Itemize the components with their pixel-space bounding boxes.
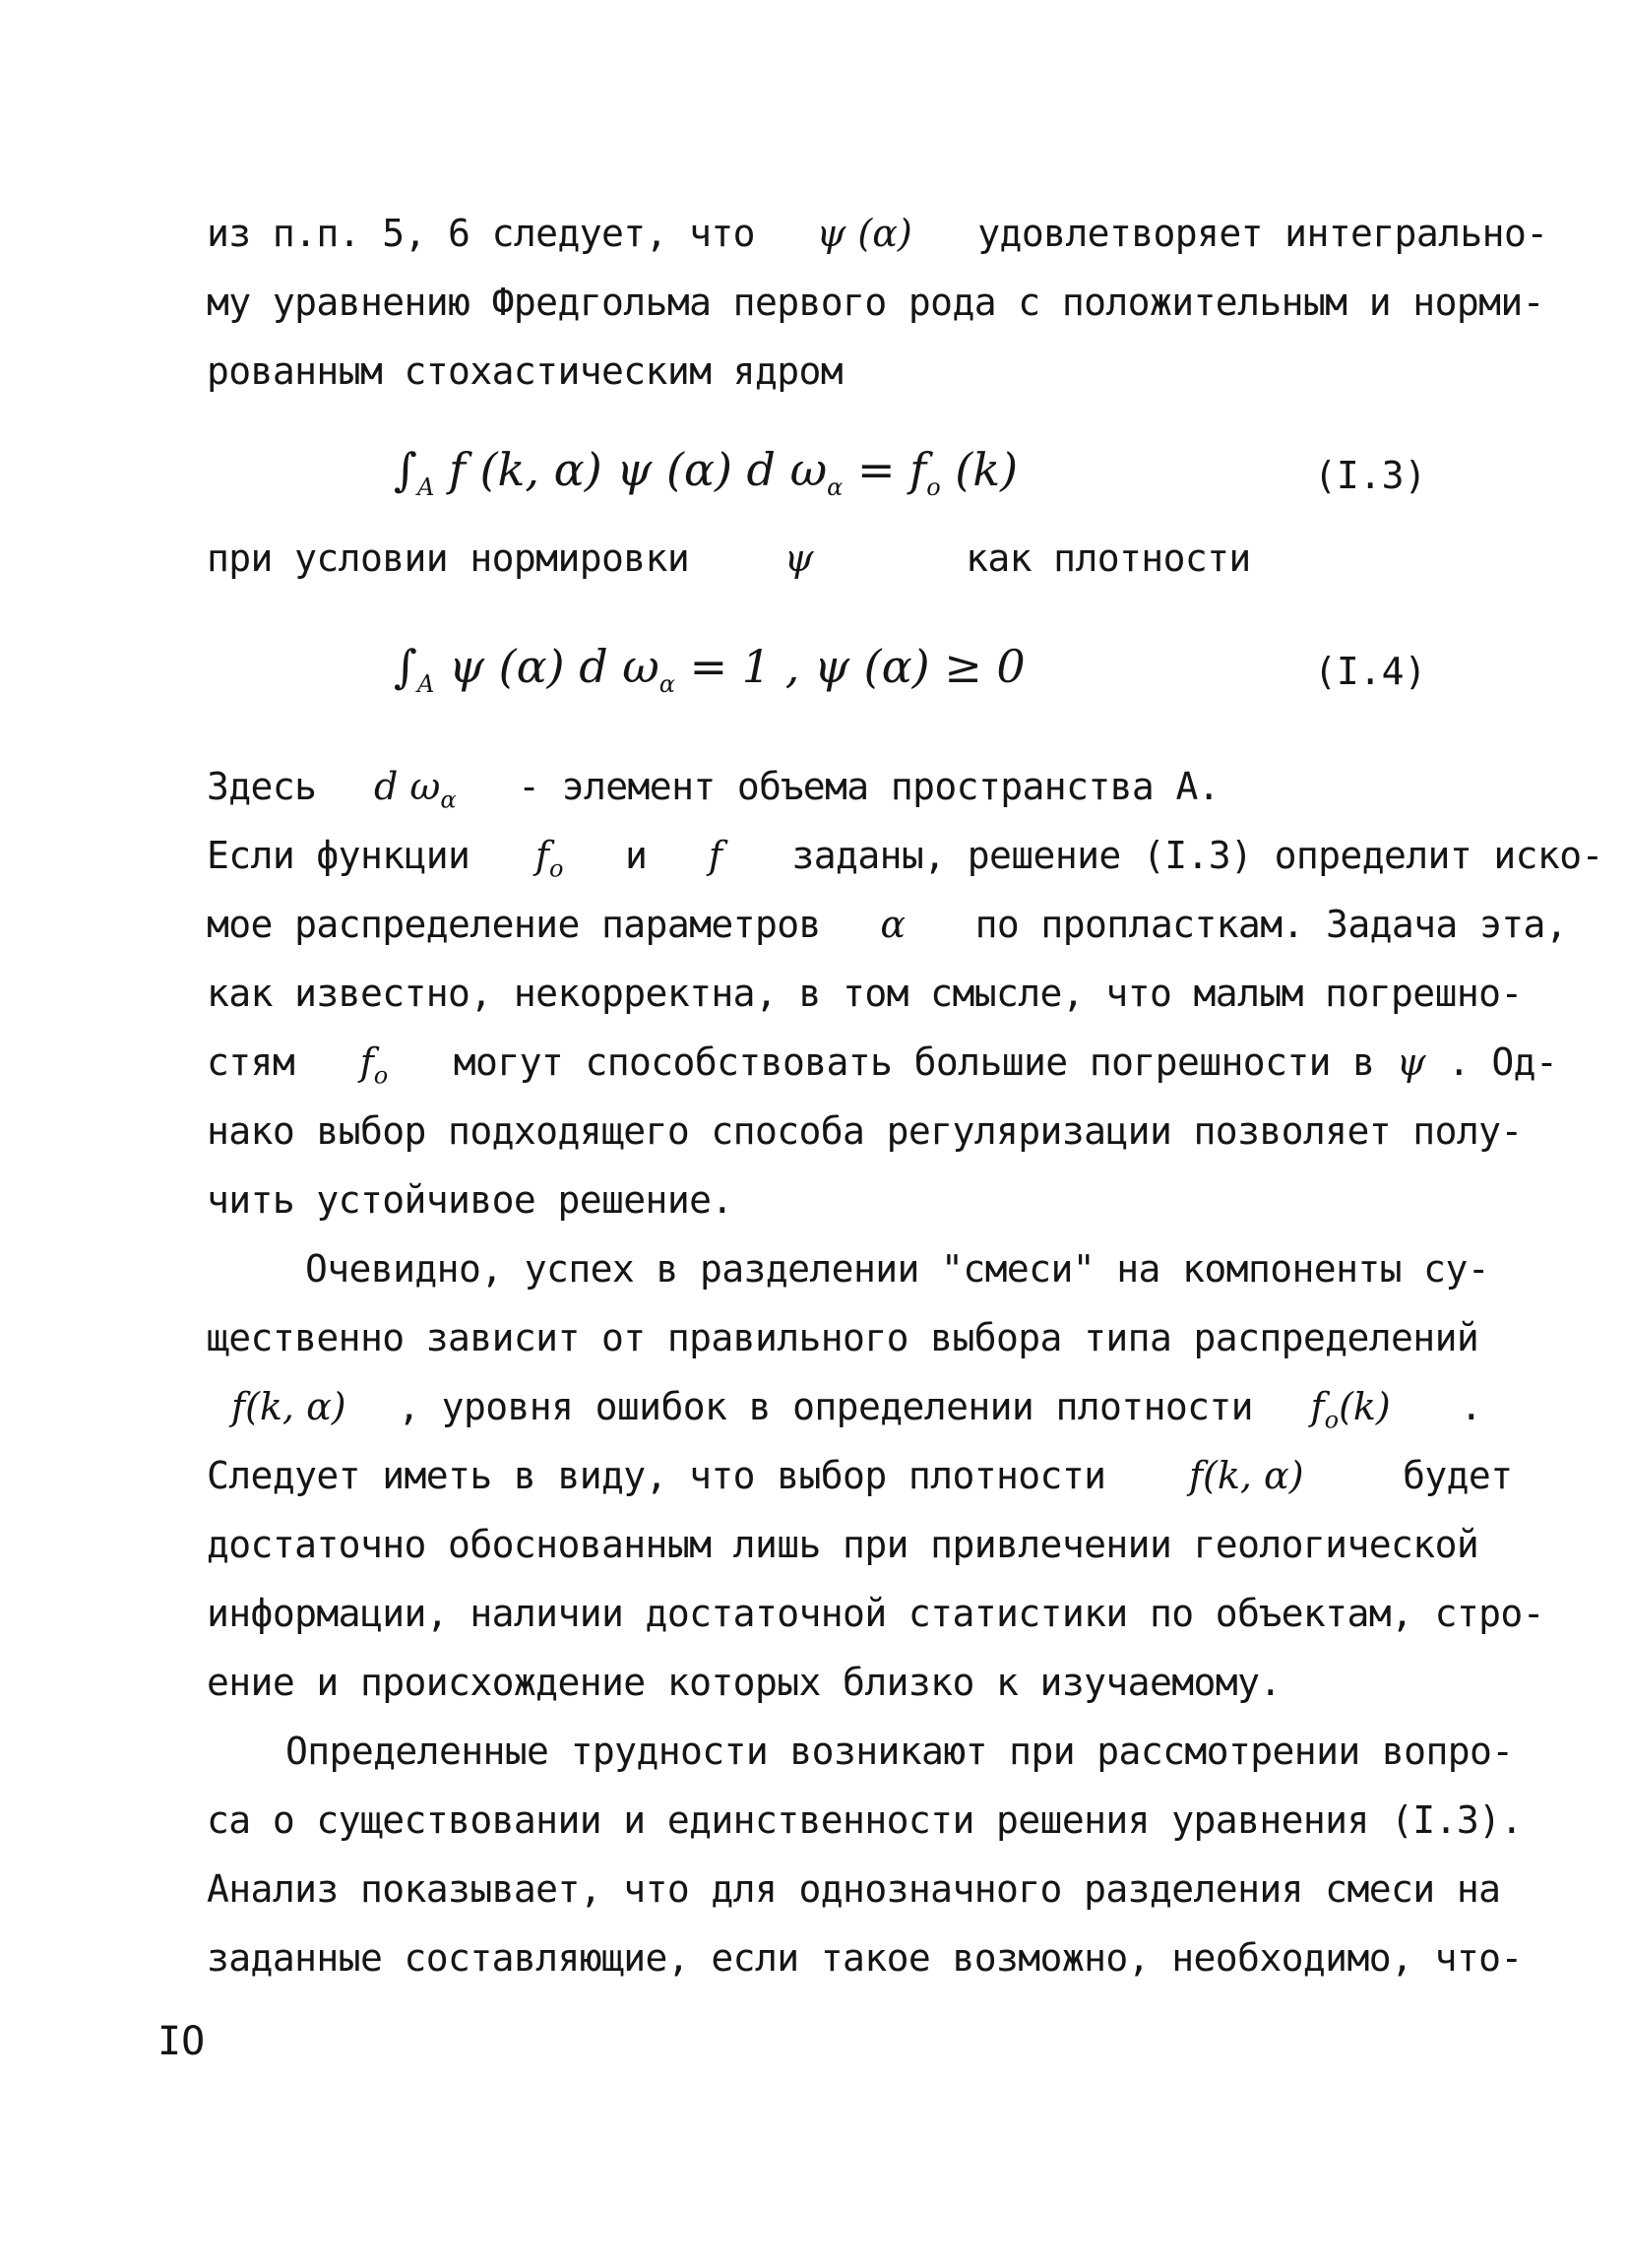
math-psi-alpha: ψ (α) <box>816 212 912 255</box>
equation-number: (I.4) <box>1314 650 1427 693</box>
formula-part: = f <box>856 443 927 496</box>
integral-subscript: A <box>416 473 435 502</box>
text-run: и <box>625 834 648 877</box>
math-f-k-alpha: f(k, α) <box>1188 1454 1304 1497</box>
math-k: (k) <box>1339 1385 1391 1428</box>
math-subscript: o <box>1324 1406 1340 1434</box>
text-line <box>207 763 1447 824</box>
math-f: f <box>708 834 722 877</box>
text-line <box>207 210 1548 257</box>
text-run: заданы, решение (I.3) определит иско- <box>791 834 1603 877</box>
text-run: по пропласткам. Задача эта, <box>974 903 1568 946</box>
text-run: , уровня ошибок в определении плотности <box>398 1385 1253 1428</box>
text-run: Если функции <box>207 834 470 877</box>
formula-subscript: o <box>926 473 941 502</box>
text-line: как известно, некорректна, в том смысле, что малым погрешно- <box>207 972 1523 1015</box>
formula-part: (k) <box>940 443 1019 496</box>
math-psi: ψ <box>783 536 814 580</box>
text-run: . Од- <box>1447 1040 1558 1084</box>
text-line: са о существовании и единственности решения уравнения (I.3). <box>207 1798 1523 1842</box>
text-line: нако выбор подходящего способа регуляризации позволяет полу- <box>207 1109 1523 1153</box>
math-f0: f <box>359 1040 374 1084</box>
formula-subscript: α <box>658 670 676 699</box>
text-run: стям <box>207 1040 295 1084</box>
equation-1-3 <box>394 440 1018 517</box>
integral-sign: ∫ <box>394 640 417 693</box>
formula-part: ψ (α) d ω <box>448 640 659 693</box>
math-alpha: α <box>880 903 907 946</box>
text-run: удовлетворяет интегрально- <box>977 212 1548 255</box>
text-line: щественно зависит от правильного выбора типа распределений <box>207 1316 1479 1359</box>
equation-1-4 <box>394 637 1026 714</box>
text-run: мое распределение параметров <box>207 903 821 946</box>
text-line: заданные составляющие, если такое возможно, необходимо, что- <box>207 1936 1523 1980</box>
text-line: чить устойчивое решение. <box>207 1178 733 1222</box>
math-f0: f <box>534 834 549 877</box>
text-run: из п.п. 5, 6 следует, что <box>207 212 755 255</box>
text-line: Очевидно, успех в разделении "смеси" на компоненты су- <box>305 1247 1490 1291</box>
text-line: достаточно обоснованным лишь при привлечении геологической <box>207 1523 1479 1566</box>
text-run: Следует иметь в виду, что выбор плотности <box>207 1454 1106 1497</box>
text-line <box>207 832 1603 893</box>
math-d-omega: d ω <box>373 765 441 808</box>
text-line <box>207 1039 1558 1100</box>
page-number: IO <box>157 2019 206 2064</box>
text-run: как плотности <box>966 536 1251 580</box>
math-psi: ψ <box>1396 1040 1426 1084</box>
text-run: . <box>1460 1385 1482 1428</box>
text-line: Определенные трудности возникают при рассмотрении вопро- <box>285 1730 1514 1773</box>
text-run: Здесь <box>207 765 317 808</box>
text-line: му уравнению Фредгольма первого рода с положительным и норми- <box>207 281 1544 324</box>
integral-sign: ∫ <box>394 443 417 496</box>
math-f0: f <box>1310 1385 1325 1428</box>
text-line: рованным стохастическим ядром <box>207 349 844 393</box>
text-line: Анализ показывает, что для однозначного разделения смеси на <box>207 1867 1501 1911</box>
integral-subscript: A <box>416 670 435 699</box>
math-subscript: o <box>548 854 564 883</box>
formula-subscript: α <box>827 473 844 502</box>
text-run: при условии нормировки <box>207 536 690 580</box>
equation-number: (I.3) <box>1314 454 1427 497</box>
math-f-k-alpha: f(k, α) <box>231 1385 346 1428</box>
text-run: - элемент объема пространства А. <box>518 765 1221 808</box>
text-run: могут способствовать большие погрешности в <box>453 1040 1375 1084</box>
text-line: ение и происхождение которых близко к изучаемому. <box>207 1661 1282 1704</box>
text-run: будет <box>1403 1454 1513 1497</box>
math-subscript: α <box>440 786 457 814</box>
text-line <box>207 901 1568 948</box>
formula-part: f (k, α) ψ (α) d ω <box>448 443 828 496</box>
text-line: информации, наличии достаточной статистики по объектам, стро- <box>207 1592 1544 1635</box>
text-line <box>207 535 1447 582</box>
text-line <box>207 1452 1513 1499</box>
text-line <box>231 1383 1482 1444</box>
formula-part: = 1 , ψ (α) ≥ 0 <box>689 640 1026 693</box>
math-subscript: o <box>373 1061 389 1090</box>
